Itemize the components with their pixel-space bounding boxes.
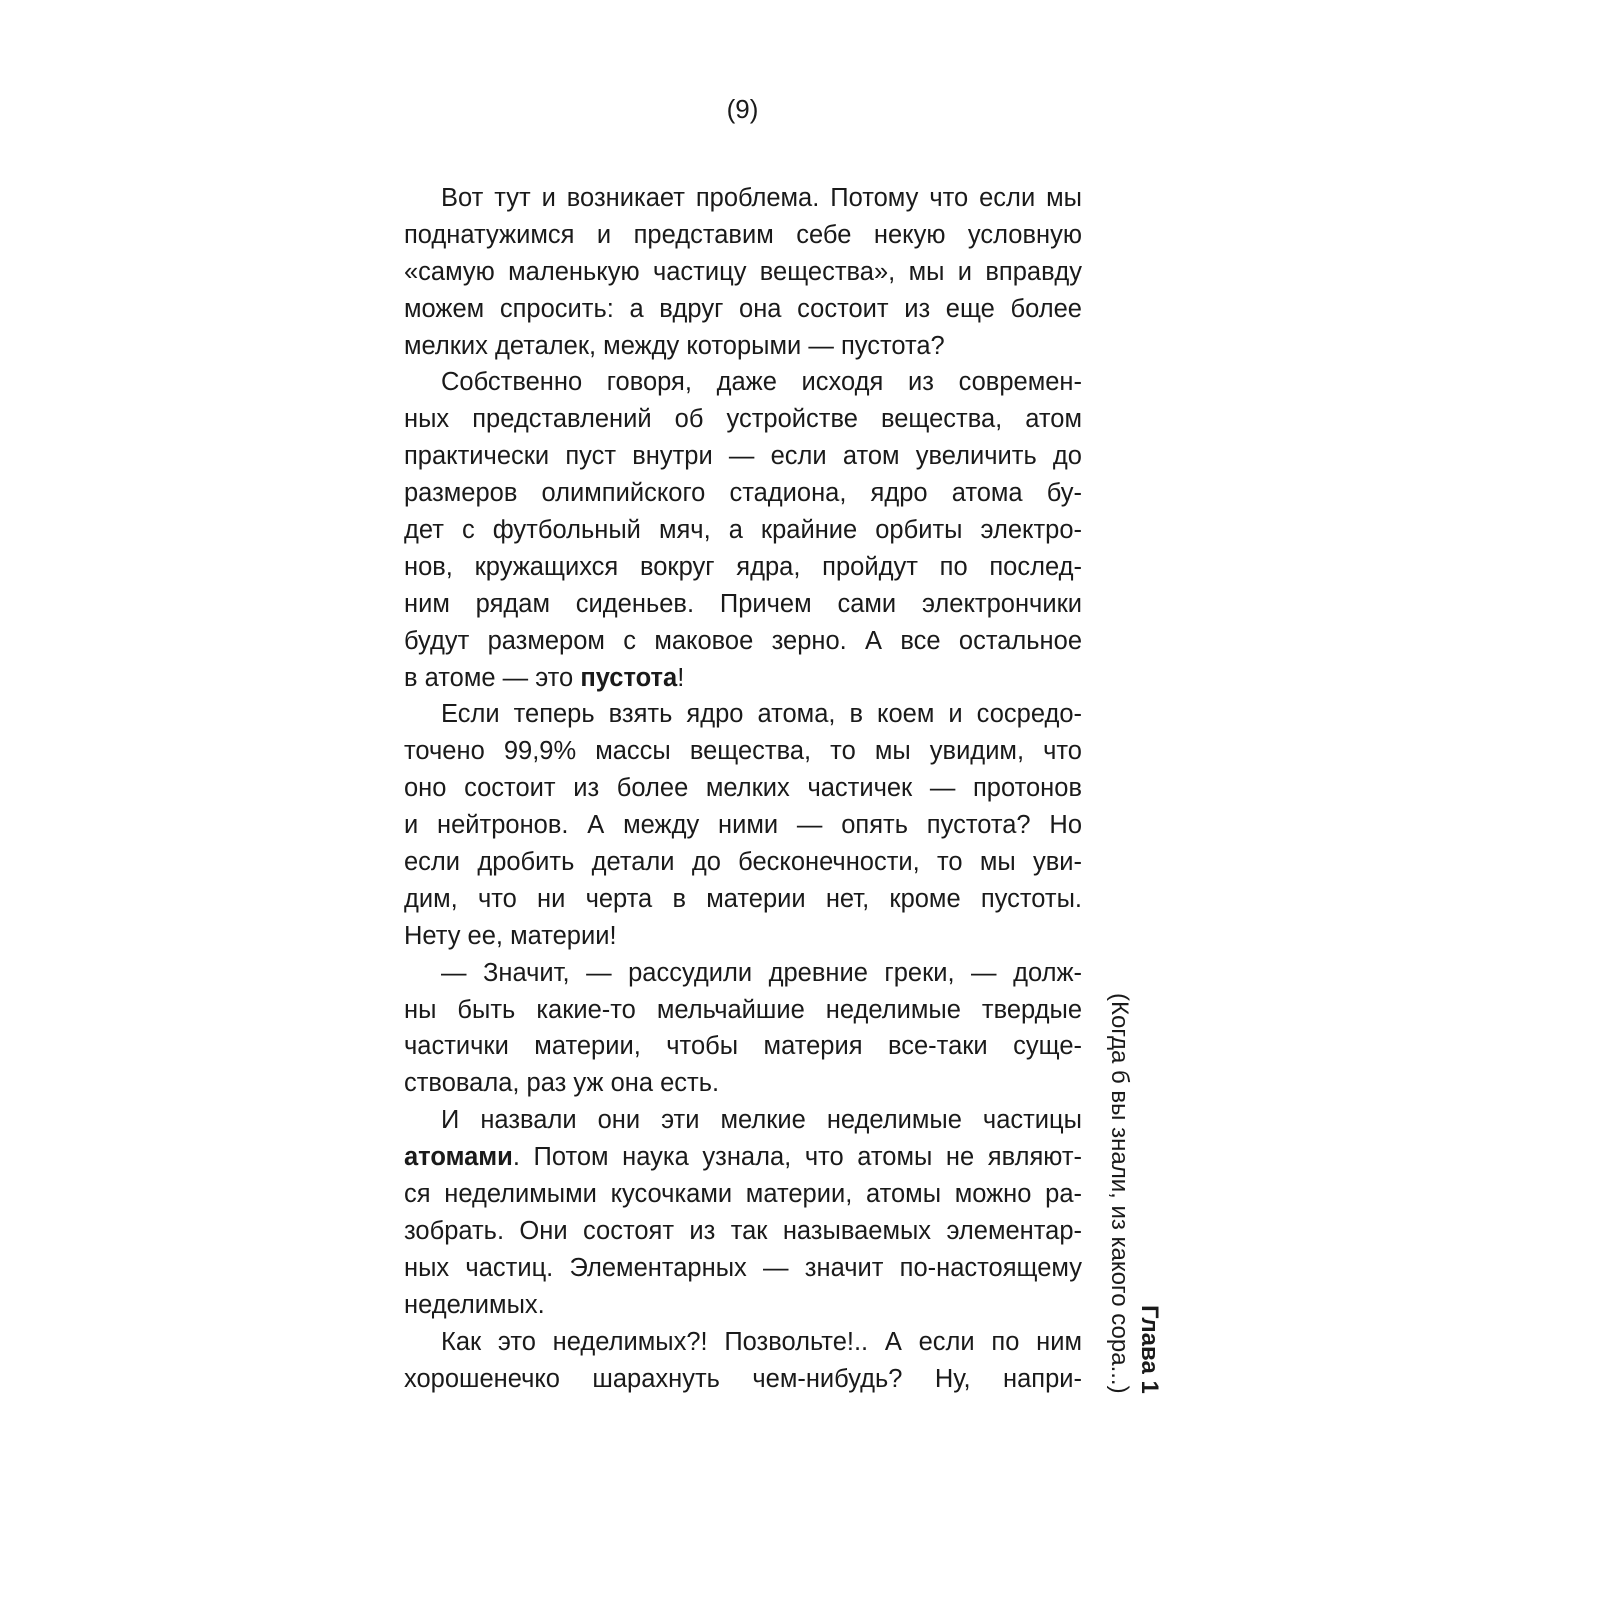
- text-line: [404, 1102, 1082, 1139]
- text-segment: будут размером с маковое зерно. А все остальное: [404, 626, 1082, 655]
- body-text: [404, 180, 1082, 1397]
- bold-term: атомами: [404, 1143, 513, 1172]
- running-chapter-title: [1104, 942, 1164, 1394]
- text-line: [404, 1139, 1082, 1176]
- text-line: [404, 770, 1082, 807]
- text-line: [404, 918, 1082, 955]
- text-line: [404, 1250, 1082, 1287]
- text-segment: практически пуст внутри — если атом увеличить до: [404, 442, 1082, 471]
- text-line: [404, 217, 1082, 254]
- chapter-label: Глава 1: [1136, 1305, 1163, 1394]
- text-segment: поднатужимся и представим себе некую условную: [404, 220, 1082, 249]
- text-segment: в атоме — это: [404, 663, 581, 692]
- text-segment: хорошенечко шарахнуть чем-нибудь? Ну, напри-: [404, 1364, 1082, 1393]
- text-segment: И назвали они эти мелкие неделимые частицы: [441, 1106, 1082, 1135]
- text-line: [404, 881, 1082, 918]
- text-line: [404, 1213, 1082, 1250]
- text-segment: нов, кружащихся вокруг ядра, пройдут по послед-: [404, 552, 1082, 581]
- text-line: [404, 401, 1082, 438]
- text-segment: ся неделимыми кусочками материи, атомы можно ра-: [404, 1180, 1082, 1209]
- text-line: [404, 475, 1082, 512]
- text-segment: и нейтронов. А между ними — опять пустота? Но: [404, 811, 1082, 840]
- text-segment: Вот тут и возникает проблема. Потому что если мы: [441, 184, 1082, 212]
- text-line: [404, 364, 1082, 401]
- text-segment: размеров олимпийского стадиона, ядро атома бу-: [404, 479, 1082, 508]
- text-segment: Нету ее, материи!: [404, 921, 617, 950]
- text-line: [404, 1176, 1082, 1213]
- text-segment: Если теперь взять ядро атома, в коем и сосредо-: [441, 700, 1082, 729]
- text-segment: если дробить детали до бесконечности, то мы уви-: [404, 848, 1082, 877]
- text-segment: зобрать. Они состоят из так называемых элементар-: [404, 1216, 1082, 1245]
- text-segment: Собственно говоря, даже исходя из современ-: [441, 368, 1082, 397]
- text-segment: мелких деталек, между которыми — пустота?: [404, 331, 945, 360]
- chapter-subtitle: (Когда б вы знали, из какого сора...): [1106, 993, 1133, 1394]
- text-line: [404, 549, 1082, 586]
- text-line: [404, 1361, 1082, 1398]
- text-segment: точено 99,9% массы вещества, то мы увидим, что: [404, 737, 1082, 766]
- text-segment: можем спросить: а вдруг она состоит из еще более: [404, 294, 1082, 323]
- text-segment: ных представлений об устройстве вещества, атом: [404, 405, 1082, 434]
- text-segment: дет с футбольный мяч, а крайние орбиты электро-: [404, 516, 1082, 545]
- text-segment: . Потом наука узнала, что атомы не являют-: [512, 1143, 1082, 1172]
- page-number: (9): [726, 94, 759, 124]
- text-segment: ствовала, раз уж она есть.: [404, 1069, 720, 1098]
- text-segment: оно состоит из более мелких частичек — протонов: [404, 774, 1082, 803]
- text-line: [404, 1324, 1082, 1361]
- text-line: [404, 328, 1082, 365]
- text-line: [404, 955, 1082, 992]
- text-line: [404, 512, 1082, 549]
- text-line: [404, 807, 1082, 844]
- text-segment: Как это неделимых?! Позвольте!.. А если по ним: [441, 1327, 1082, 1356]
- text-line: [404, 254, 1082, 291]
- text-line: [404, 291, 1082, 328]
- text-segment: ним рядам сиденьев. Причем сами электрончики: [404, 589, 1082, 618]
- text-line: [404, 660, 1082, 697]
- text-segment: «самую маленькую частицу вещества», мы и вправду: [404, 257, 1082, 286]
- text-segment: частички материи, чтобы материя все-таки суще-: [404, 1032, 1082, 1061]
- text-line: [404, 1065, 1082, 1102]
- text-line: [404, 696, 1082, 733]
- text-line: [404, 438, 1082, 475]
- text-line: [404, 180, 1082, 217]
- text-line: [404, 844, 1082, 881]
- text-line: [404, 1287, 1082, 1324]
- text-segment: ных частиц. Элементарных — значит по-настоящему: [404, 1253, 1082, 1282]
- text-line: [404, 992, 1082, 1029]
- text-segment: !: [677, 663, 685, 692]
- text-segment: ны быть какие-то мельчайшие неделимые твердые: [404, 995, 1082, 1024]
- bold-term: пустота: [580, 663, 678, 692]
- text-segment: — Значит, — рассудили древние греки, — долж-: [441, 958, 1082, 987]
- text-line: [404, 586, 1082, 623]
- text-line: [404, 623, 1082, 660]
- text-line: [404, 733, 1082, 770]
- text-segment: дим, что ни черта в материи нет, кроме пустоты.: [404, 884, 1082, 913]
- text-segment: неделимых.: [404, 1290, 545, 1319]
- text-line: [404, 1028, 1082, 1065]
